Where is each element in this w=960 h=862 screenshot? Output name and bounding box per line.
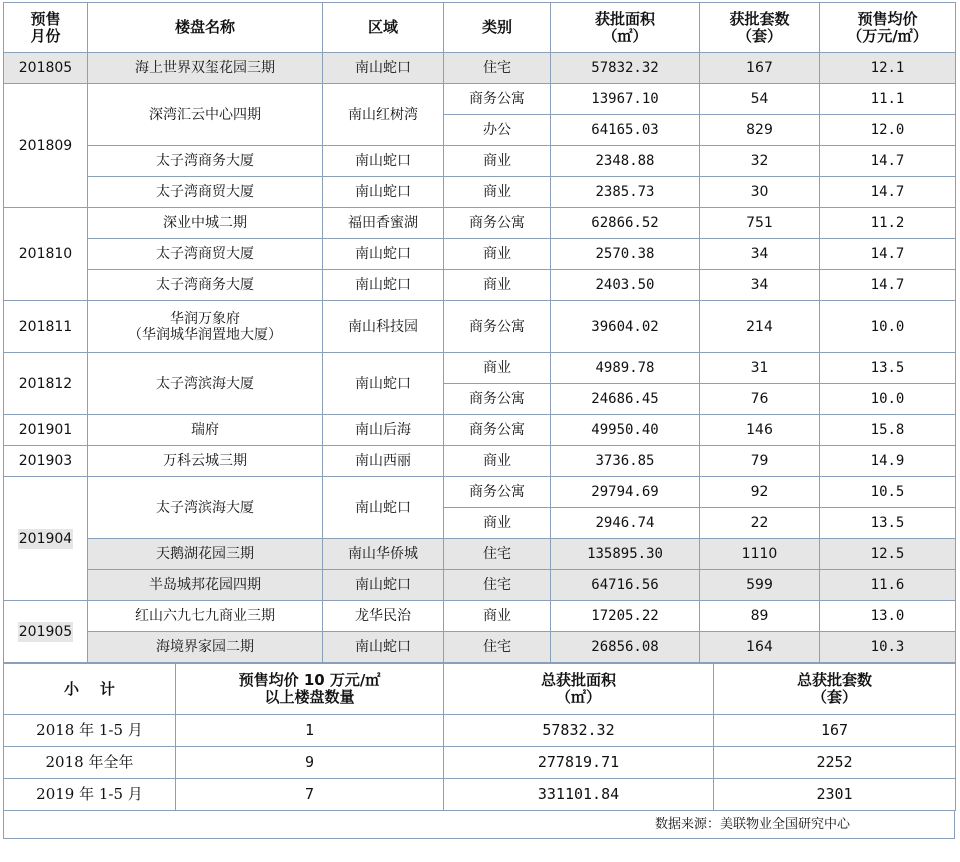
summary-row [4, 715, 956, 747]
cell-avg-price: 12.0 [820, 115, 956, 146]
table-row [4, 146, 956, 177]
cell-area: 南山蛇口 [323, 146, 444, 177]
cell-area: 南山后海 [323, 415, 444, 446]
cell-approved-units: 1110 [700, 539, 820, 570]
data-source-note: 数据来源：美联物业全国研究中心 [3, 811, 955, 839]
cell-month [4, 353, 88, 415]
cell-avg-price: 11.1 [820, 84, 956, 115]
cell-approved-area: 49950.40 [551, 415, 700, 446]
cell-area: 南山科技园 [323, 301, 444, 353]
summary-period: 2018 年全年 [4, 747, 176, 779]
cell-name: 太子湾滨海大厦 [88, 477, 323, 539]
summary-count: 7 [176, 779, 444, 811]
cell-type: 商业 [444, 446, 551, 477]
table-row [4, 539, 956, 570]
cell-approved-area: 4989.78 [551, 353, 700, 384]
cell-approved-units: 31 [700, 353, 820, 384]
cell-approved-units: 32 [700, 146, 820, 177]
cell-name: 瑞府 [88, 415, 323, 446]
cell-area: 南山蛇口 [323, 177, 444, 208]
cell-name: 太子湾商贸大厦 [88, 239, 323, 270]
cell-approved-area: 39604.02 [551, 301, 700, 353]
cell-avg-price: 15.8 [820, 415, 956, 446]
cell-type: 商业 [444, 239, 551, 270]
cell-type: 商务公寓 [444, 208, 551, 239]
header-area: 区域 [323, 3, 444, 53]
cell-approved-area: 29794.69 [551, 477, 700, 508]
cell-month [4, 84, 88, 208]
header-name: 楼盘名称 [88, 3, 323, 53]
cell-name: 万科云城三期 [88, 446, 323, 477]
cell-type: 住宅 [444, 539, 551, 570]
cell-area: 南山蛇口 [323, 270, 444, 301]
cell-approved-units: 167 [700, 53, 820, 84]
table-row [4, 239, 956, 270]
cell-avg-price: 14.7 [820, 270, 956, 301]
table-row [4, 177, 956, 208]
cell-approved-area: 57832.32 [551, 53, 700, 84]
cell-area: 南山蛇口 [323, 477, 444, 539]
cell-approved-area: 13967.10 [551, 84, 700, 115]
month-label: 201901 [18, 422, 73, 438]
cell-approved-units: 54 [700, 84, 820, 115]
table-row [4, 570, 956, 601]
cell-avg-price: 14.7 [820, 146, 956, 177]
month-label: 201903 [18, 453, 73, 469]
cell-approved-area: 64716.56 [551, 570, 700, 601]
table-row [4, 270, 956, 301]
table-row [4, 208, 956, 239]
cell-avg-price: 12.1 [820, 53, 956, 84]
header-month: 预售 月份 [4, 3, 88, 53]
header-approved-units: 获批套数 （套） [700, 3, 820, 53]
summary-count: 9 [176, 747, 444, 779]
cell-avg-price: 13.0 [820, 601, 956, 632]
table-header-row [4, 3, 956, 53]
summary-header-count: 预售均价 10 万元/㎡ 以上楼盘数量 [176, 664, 444, 715]
cell-approved-area: 3736.85 [551, 446, 700, 477]
cell-type: 商业 [444, 177, 551, 208]
summary-row [4, 747, 956, 779]
cell-avg-price: 10.5 [820, 477, 956, 508]
summary-period: 2018 年 1-5 月 [4, 715, 176, 747]
cell-name: 红山六九七九商业三期 [88, 601, 323, 632]
cell-approved-units: 146 [700, 415, 820, 446]
cell-approved-area: 135895.30 [551, 539, 700, 570]
month-label: 201811 [18, 318, 73, 335]
cell-area: 南山蛇口 [323, 570, 444, 601]
table-row [4, 84, 956, 115]
month-label: 201809 [18, 137, 73, 154]
cell-approved-area: 2946.74 [551, 508, 700, 539]
cell-approved-area: 2570.38 [551, 239, 700, 270]
cell-name: 深湾汇云中心四期 [88, 84, 323, 146]
presale-table-body [4, 3, 956, 663]
cell-name: 太子湾商贸大厦 [88, 177, 323, 208]
summary-total-units: 167 [714, 715, 956, 747]
summary-total-area: 331101.84 [444, 779, 714, 811]
month-label: 201810 [18, 246, 73, 262]
table-row [4, 353, 956, 384]
cell-approved-area: 2403.50 [551, 270, 700, 301]
cell-area: 南山蛇口 [323, 353, 444, 415]
cell-type: 住宅 [444, 53, 551, 84]
month-label: 201812 [18, 375, 73, 392]
cell-type: 商务公寓 [444, 415, 551, 446]
cell-area: 福田香蜜湖 [323, 208, 444, 239]
summary-header-row [4, 664, 956, 715]
cell-type: 商务公寓 [444, 477, 551, 508]
cell-name: 海境界家园二期 [88, 632, 323, 663]
cell-name: 深业中城二期 [88, 208, 323, 239]
cell-approved-area: 2348.88 [551, 146, 700, 177]
cell-month [4, 415, 88, 446]
cell-approved-units: 76 [700, 384, 820, 415]
cell-type: 商务公寓 [444, 301, 551, 353]
cell-approved-units: 34 [700, 270, 820, 301]
month-label: 201904 [18, 530, 73, 547]
summary-table [3, 663, 956, 811]
cell-month [4, 446, 88, 477]
summary-table-body [4, 664, 956, 811]
cell-area: 南山蛇口 [323, 53, 444, 84]
cell-type: 办公 [444, 115, 551, 146]
cell-type: 商业 [444, 353, 551, 384]
cell-avg-price: 14.9 [820, 446, 956, 477]
cell-approved-area: 2385.73 [551, 177, 700, 208]
cell-name: 华润万象府 （华润城华润置地大厦） [88, 301, 323, 353]
cell-avg-price: 14.7 [820, 239, 956, 270]
cell-month [4, 53, 88, 84]
summary-count: 1 [176, 715, 444, 747]
cell-approved-area: 62866.52 [551, 208, 700, 239]
cell-area: 龙华民治 [323, 601, 444, 632]
cell-month [4, 301, 88, 353]
header-type: 类别 [444, 3, 551, 53]
table-row [4, 632, 956, 663]
cell-approved-area: 24686.45 [551, 384, 700, 415]
cell-approved-area: 26856.08 [551, 632, 700, 663]
cell-area: 南山红树湾 [323, 84, 444, 146]
header-approved-area: 获批面积 （㎡） [551, 3, 700, 53]
cell-approved-area: 64165.03 [551, 115, 700, 146]
cell-month [4, 208, 88, 301]
header-avg-price: 预售均价 （万元/㎡） [820, 3, 956, 53]
summary-total-area: 277819.71 [444, 747, 714, 779]
cell-avg-price: 13.5 [820, 508, 956, 539]
table-row [4, 53, 956, 84]
cell-avg-price: 10.0 [820, 384, 956, 415]
summary-period: 2019 年 1-5 月 [4, 779, 176, 811]
cell-type: 商业 [444, 601, 551, 632]
cell-area: 南山西丽 [323, 446, 444, 477]
cell-approved-units: 34 [700, 239, 820, 270]
table-row [4, 477, 956, 508]
cell-area: 南山蛇口 [323, 632, 444, 663]
cell-name: 太子湾商务大厦 [88, 146, 323, 177]
month-label: 201805 [18, 60, 73, 76]
cell-approved-units: 22 [700, 508, 820, 539]
cell-approved-units: 92 [700, 477, 820, 508]
cell-type: 商业 [444, 270, 551, 301]
cell-avg-price: 11.6 [820, 570, 956, 601]
table-row [4, 446, 956, 477]
cell-type: 住宅 [444, 570, 551, 601]
summary-total-units: 2252 [714, 747, 956, 779]
cell-approved-units: 89 [700, 601, 820, 632]
table-row [4, 301, 956, 353]
cell-name: 天鹅湖花园三期 [88, 539, 323, 570]
cell-approved-units: 599 [700, 570, 820, 601]
cell-name: 太子湾滨海大厦 [88, 353, 323, 415]
cell-avg-price: 12.5 [820, 539, 956, 570]
summary-header-total-area: 总获批面积 （㎡） [444, 664, 714, 715]
table-row [4, 415, 956, 446]
cell-approved-units: 79 [700, 446, 820, 477]
cell-type: 商业 [444, 146, 551, 177]
cell-avg-price: 13.5 [820, 353, 956, 384]
cell-name: 半岛城邦花园四期 [88, 570, 323, 601]
cell-approved-units: 751 [700, 208, 820, 239]
cell-approved-units: 214 [700, 301, 820, 353]
cell-month [4, 477, 88, 601]
summary-header-total-units: 总获批套数 （套） [714, 664, 956, 715]
cell-month [4, 601, 88, 663]
cell-area: 南山华侨城 [323, 539, 444, 570]
cell-area: 南山蛇口 [323, 239, 444, 270]
cell-name: 海上世界双玺花园三期 [88, 53, 323, 84]
cell-avg-price: 11.2 [820, 208, 956, 239]
cell-type: 商务公寓 [444, 84, 551, 115]
presale-report [3, 2, 956, 839]
cell-type: 住宅 [444, 632, 551, 663]
cell-approved-area: 17205.22 [551, 601, 700, 632]
month-label: 201905 [18, 623, 73, 640]
summary-row [4, 779, 956, 811]
cell-approved-units: 30 [700, 177, 820, 208]
table-row [4, 601, 956, 632]
cell-avg-price: 10.0 [820, 301, 956, 353]
summary-total-units: 2301 [714, 779, 956, 811]
cell-avg-price: 14.7 [820, 177, 956, 208]
summary-header-label: 小 计 [4, 664, 176, 715]
cell-avg-price: 10.3 [820, 632, 956, 663]
cell-name: 太子湾商务大厦 [88, 270, 323, 301]
cell-approved-units: 164 [700, 632, 820, 663]
presale-table [3, 2, 956, 663]
summary-total-area: 57832.32 [444, 715, 714, 747]
cell-type: 商务公寓 [444, 384, 551, 415]
cell-approved-units: 829 [700, 115, 820, 146]
cell-type: 商业 [444, 508, 551, 539]
